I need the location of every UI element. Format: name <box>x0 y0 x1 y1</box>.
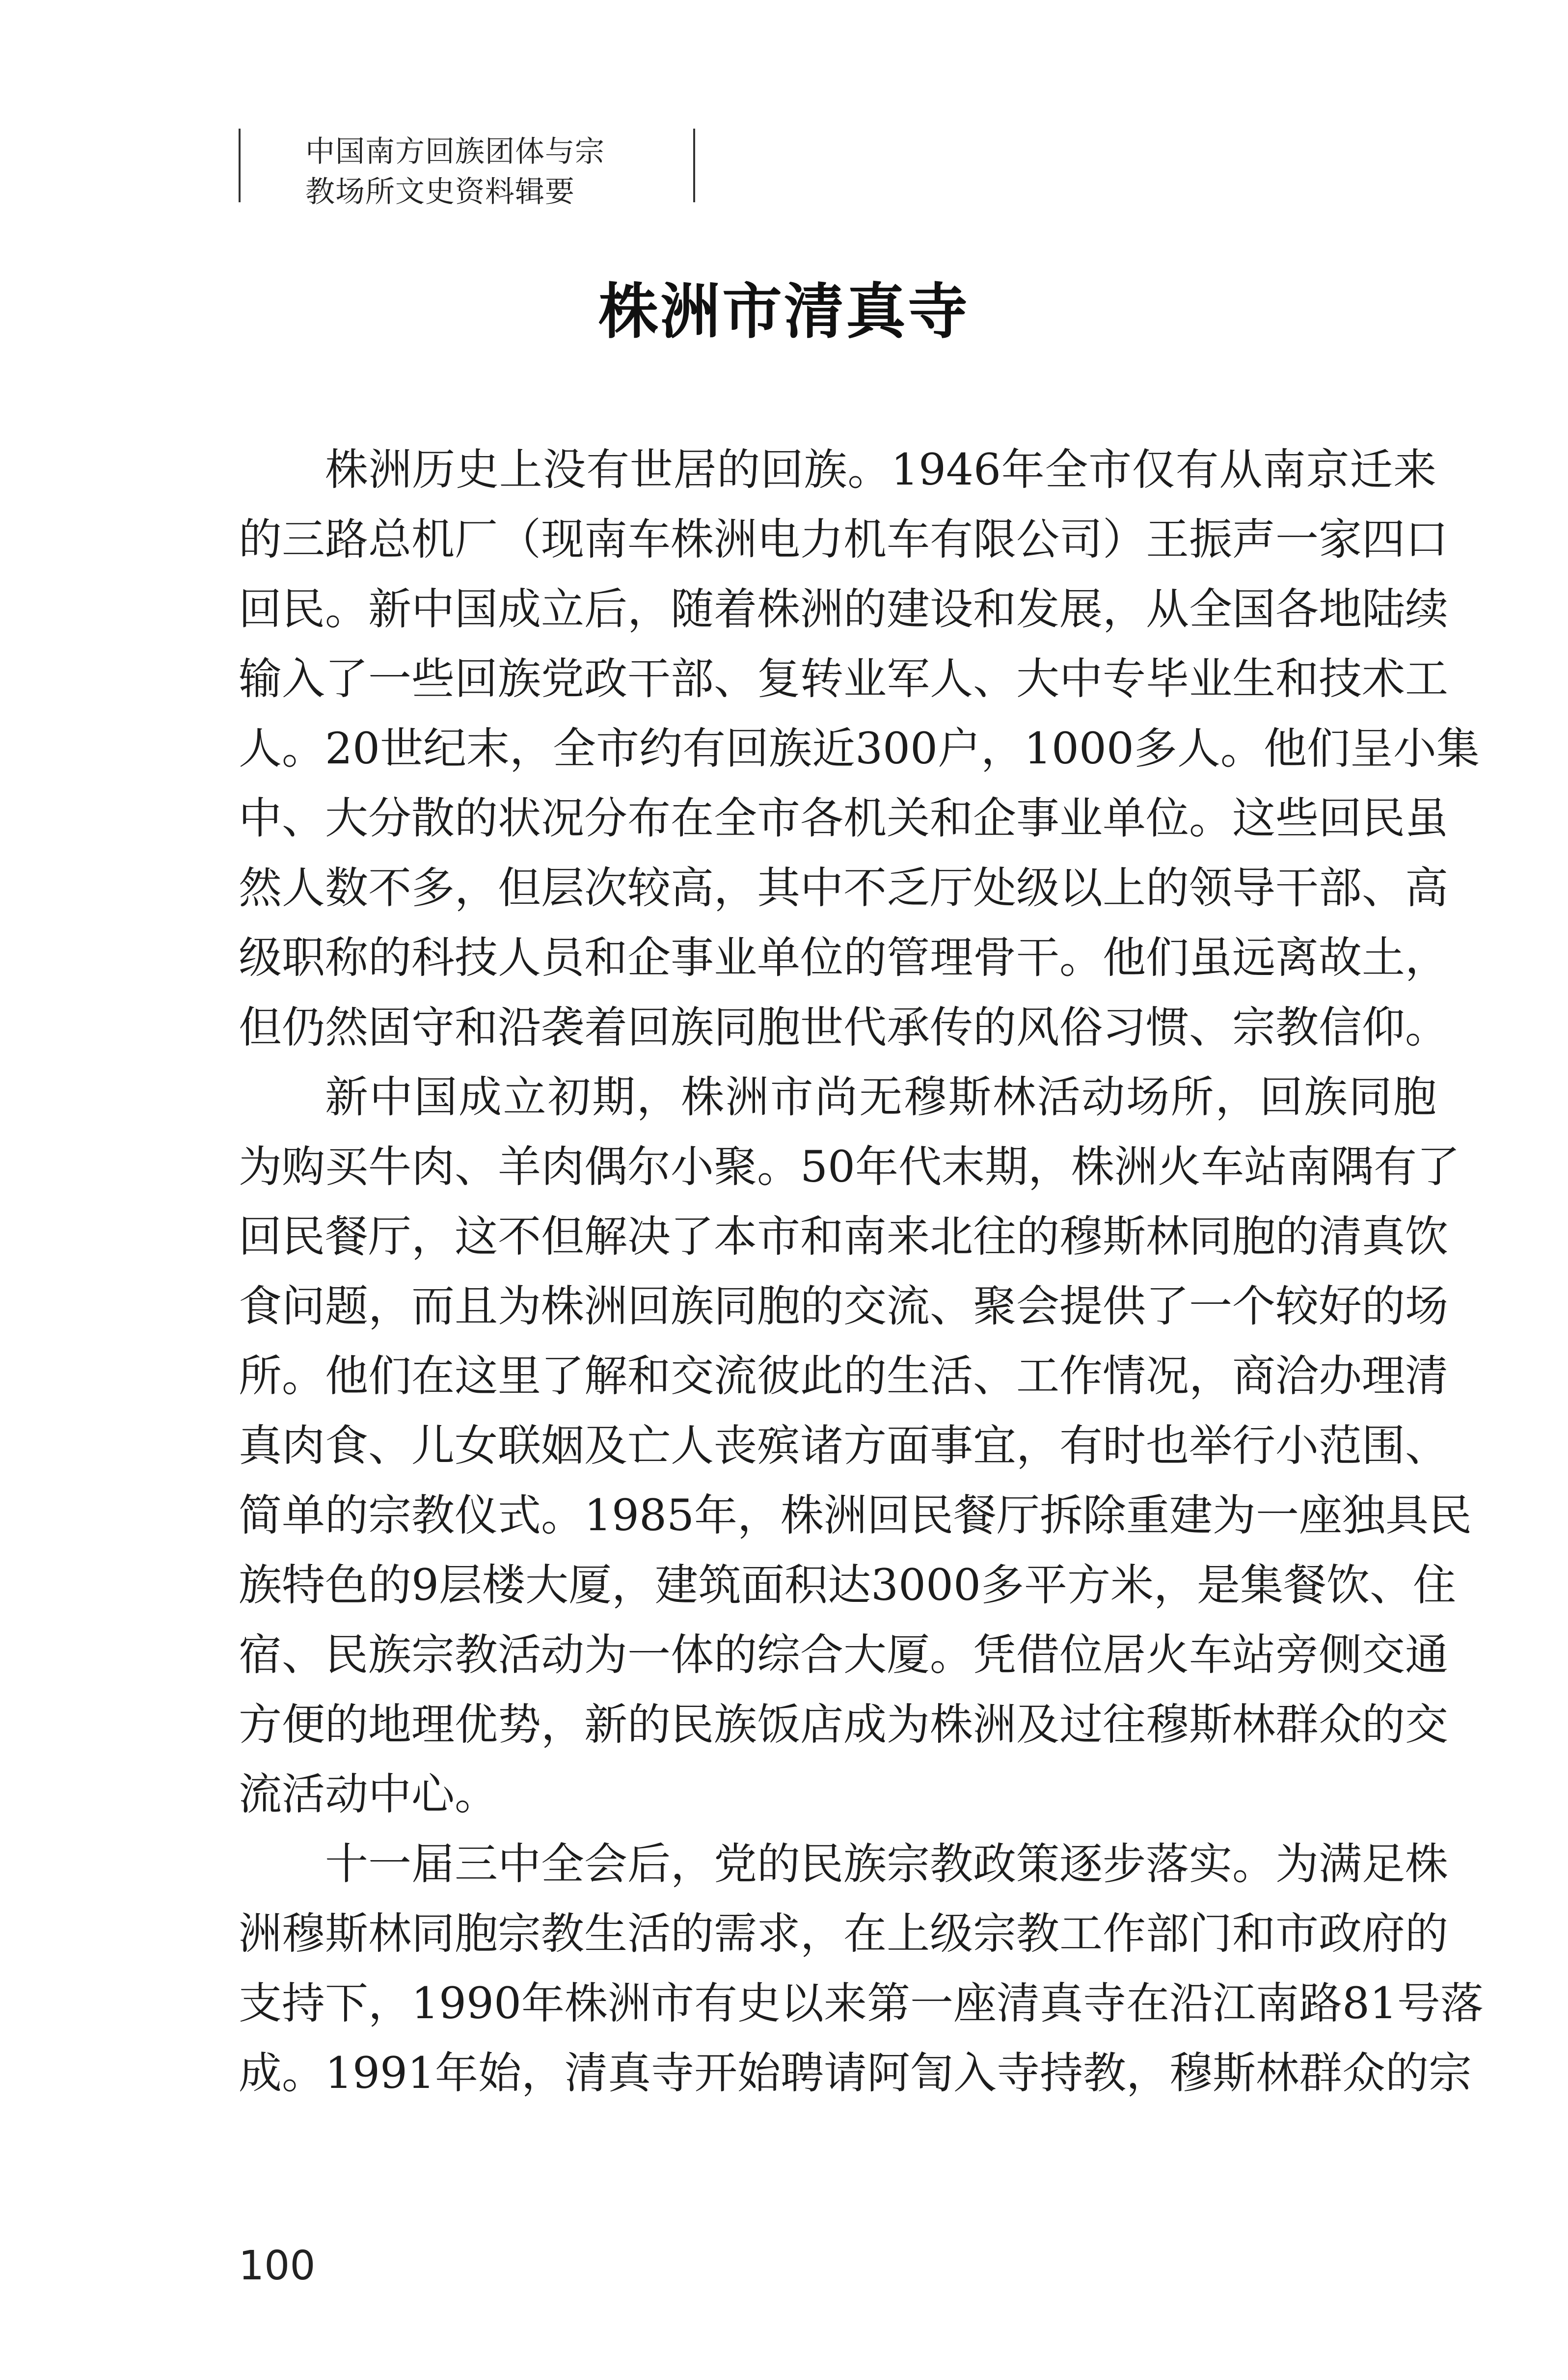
text-line: 支持下，1990年株洲市有史以来第一座清真寺在沿江南路81号落 <box>239 1978 1484 2028</box>
text-line: 回民。新中国成立后，随着株洲的建设和发展，从全国各地陆续 <box>239 584 1449 634</box>
running-header <box>239 129 695 209</box>
header-rule-right <box>693 129 695 202</box>
paragraph-3 <box>239 1829 1484 2108</box>
running-header-line: 中国南方回族团体与宗 <box>305 135 605 169</box>
text-line: 但仍然固守和沿袭着回族同胞世代承传的风俗习惯、宗教信仰。 <box>239 1002 1449 1053</box>
text-line: 十一届三中全会后，党的民族宗教政策逐步落实。为满足株 <box>325 1839 1449 1889</box>
text-line: 新中国成立初期，株洲市尚无穆斯林活动场所，回族同胞 <box>325 1072 1436 1122</box>
body-text <box>239 435 1484 2108</box>
text-line: 食问题，而且为株洲回族同胞的交流、聚会提供了一个较好的场 <box>239 1281 1449 1331</box>
text-line: 回民餐厅，这不但解决了本市和南来北往的穆斯林同胞的清真饮 <box>239 1211 1449 1262</box>
header-rule-left <box>239 129 241 202</box>
text-line: 方便的地理优势，新的民族饭店成为株洲及过往穆斯林群众的交 <box>239 1699 1449 1750</box>
text-line: 然人数不多，但层次较高，其中不乏厅处级以上的领导干部、高 <box>239 863 1449 913</box>
text-line: 洲穆斯林同胞宗教生活的需求，在上级宗教工作部门和市政府的 <box>239 1908 1449 1959</box>
text-line: 的三路总机厂（现南车株洲电力机车有限公司）王振声一家四口 <box>239 514 1449 565</box>
text-line: 族特色的9层楼大厦，建筑面积达3000多平方米，是集餐饮、住 <box>239 1560 1456 1610</box>
text-line: 输入了一些回族党政干部、复转业军人、大中专毕业生和技术工 <box>239 653 1449 704</box>
text-line: 为购买牛肉、羊肉偶尔小聚。50年代末期，株洲火车站南隅有了 <box>239 1141 1460 1192</box>
text-line: 简单的宗教仪式。1985年，株洲回民餐厅拆除重建为一座独具民 <box>239 1490 1472 1541</box>
text-line: 人。20世纪末，全市约有回族近300户，1000多人。他们呈小集 <box>239 723 1480 774</box>
text-line: 级职称的科技人员和企事业单位的管理骨干。他们虽远离故土， <box>239 932 1449 983</box>
paragraph-1 <box>239 435 1480 1062</box>
chapter-title: 株洲市清真寺 <box>598 277 970 347</box>
text-line: 中、大分散的状况分布在全市各机关和企事业单位。这些回民虽 <box>239 793 1449 843</box>
paragraph-2 <box>239 1062 1472 1829</box>
page-number: 100 <box>239 2243 316 2289</box>
text-line: 流活动中心。 <box>239 1769 498 1819</box>
text-line: 株洲历史上没有世居的回族。1946年全市仅有从南京迁来 <box>325 444 1436 495</box>
text-line: 真肉食、儿女联姻及亡人丧殡诸方面事宜，有时也举行小范围、 <box>239 1420 1449 1471</box>
text-line: 成。1991年始，清真寺开始聘请阿訇入寺持教，穆斯林群众的宗 <box>239 2048 1472 2098</box>
text-line: 宿、民族宗教活动为一体的综合大厦。凭借位居火车站旁侧交通 <box>239 1629 1449 1680</box>
text-line: 所。他们在这里了解和交流彼此的生活、工作情况，商洽办理清 <box>239 1351 1449 1401</box>
running-header-title <box>305 132 659 212</box>
running-header-line: 教场所文史资料辑要 <box>305 175 575 209</box>
